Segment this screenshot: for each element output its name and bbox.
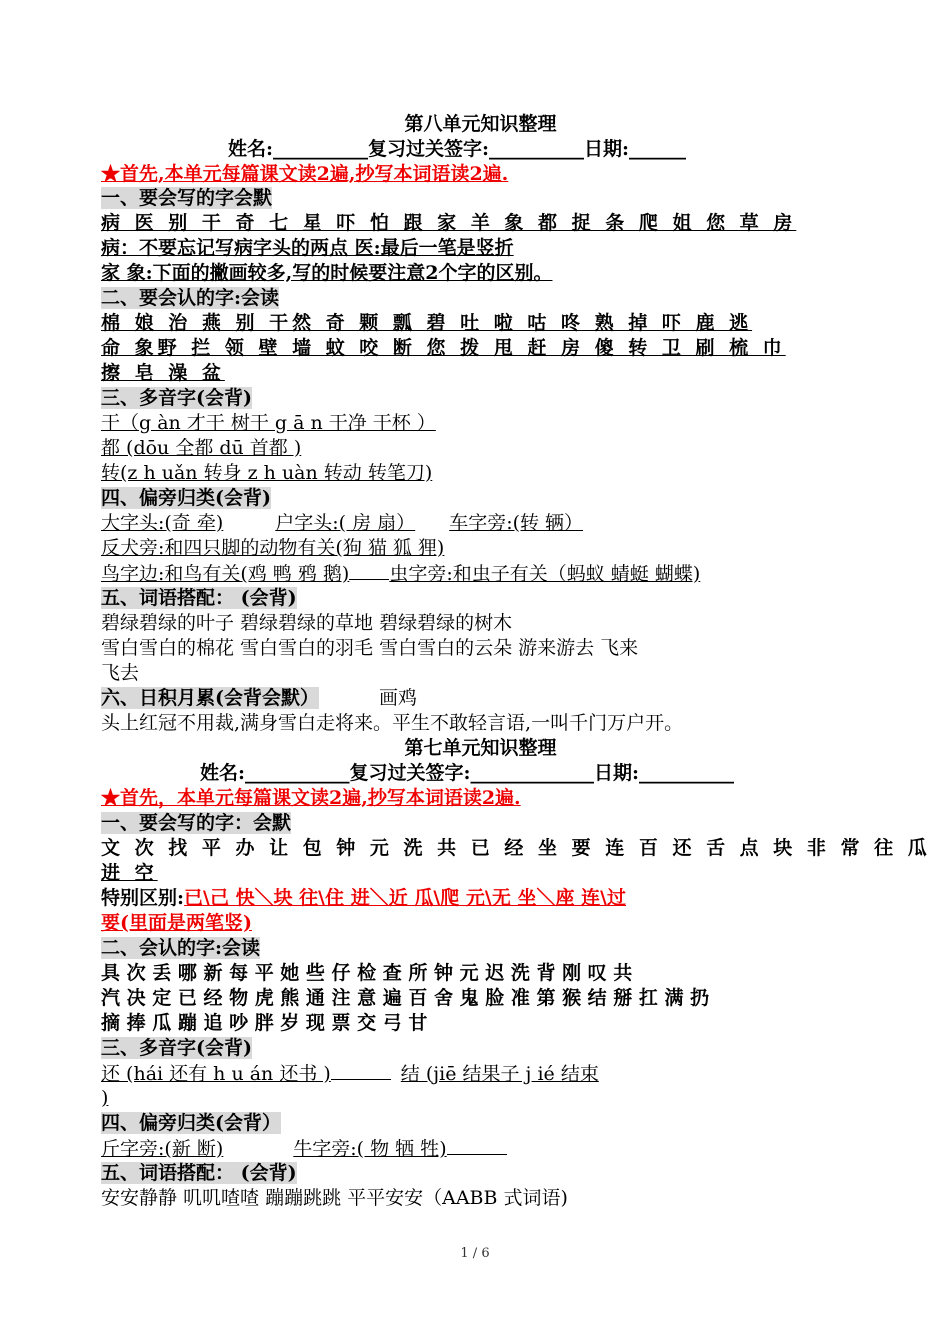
unit8-read-chars-2: 命 象野 拦 领 壁 墙 蚊 咬 断 您 拨 甩 赶 房 傻 转 卫 刷 梳 巾 <box>101 337 786 359</box>
unit8-polyphone-dou: 都 (dōu 全都 dū 首都 ) <box>101 437 302 459</box>
unit8-section1-heading: 一、要会写的字会默 <box>101 187 273 209</box>
unit8-title: 第八单元知识整理 <box>404 113 557 135</box>
unit8-polyphone-gan: 干（g àn 才干 树干 g ā n 干净 干杯 ） <box>101 412 436 434</box>
unit8-radical-da: 大字头:(奇 牵) <box>101 512 224 534</box>
unit8-read-chars-1: 棉 娘 治 燕 别 干然 奇 颗 瓢 碧 吐 啦 咕 咚 熟 掉 吓 鹿 逃 <box>101 312 753 334</box>
unit8-info-line: 姓名:__________复习过关签字:__________日期:______ <box>228 138 687 160</box>
unit7-polyphone-close: ) <box>101 1087 109 1109</box>
unit7-read-chars-3: 摘 捧 瓜 蹦 追 吵 胖 岁 现 票 交 弓 甘 <box>101 1012 428 1034</box>
unit7-radical-niu: 牛字旁:( 物 牺 牲) <box>293 1138 447 1160</box>
unit7-info-line: 姓名:___________复习过关签字:_____________日期:__________ <box>200 762 735 784</box>
unit8-radical-niao: 鸟字边:和鸟有关(鸡 鸭 鸦 鹅) <box>101 563 350 585</box>
unit7-write-chars-2: 进 空 <box>101 862 158 884</box>
unit8-phrases-3: 飞去 <box>101 662 140 684</box>
unit7-read-chars-2: 汽 决 定 已 经 物 虎 熊 通 注 意 遍 百 舍 鬼 脸 准 第 猴 结 掰 扛 满 扔 <box>101 987 710 1009</box>
unit8-notice: ★首先,本单元每篇课文读2遍,抄写本词语读2遍. <box>101 163 509 185</box>
unit8-section6-heading: 六、日积月累(会背会默） <box>101 687 319 709</box>
unit7-section2-heading: 二、会认的字:会读 <box>101 937 261 959</box>
unit7-notice: ★首先，本单元每篇课文读2遍,抄写本词语读2遍. <box>101 787 521 809</box>
unit7-section1-heading: 一、要会写的字：会默 <box>101 812 292 834</box>
unit8-section5-heading: 五、词语搭配： (会背) <box>101 587 297 609</box>
page-number: 1 / 6 <box>460 1246 490 1261</box>
unit7-phrases-1: 安安静静 叽叽喳喳 蹦蹦跳跳 平平安安（AABB 式词语) <box>101 1187 568 1209</box>
unit8-section3-heading: 三、多音字(会背) <box>101 387 252 409</box>
unit7-read-chars-1: 具 次 丢 哪 新 每 平 她 些 仔 检 查 所 钟 元 迟 洗 背 刚 叹 共 <box>101 962 633 984</box>
unit8-radical-che: 车字旁:(转 辆） <box>449 512 584 534</box>
unit7-polyphone-jie: 结 (jiē 结果子 j ié 结束 <box>400 1063 599 1085</box>
unit7-diff-chars-2: 要(里面是两笔竖) <box>101 912 252 934</box>
unit8-note-bing-yi: 病：不要忘记写病字头的两点 医:最后一笔是竖折 <box>101 237 514 259</box>
unit8-poem-text: 头上红冠不用裁,满身雪白走将来。平生不敢轻言语,一叫千门万户开。 <box>101 712 684 734</box>
unit8-radical-hu: 户字头:( 房 扇） <box>275 512 416 534</box>
unit8-phrases-2: 雪白雪白的棉花 雪白雪白的羽毛 雪白雪白的云朵 游来游去 飞来 <box>101 637 639 659</box>
unit8-section4-heading: 四、偏旁归类(会背) <box>101 487 271 509</box>
unit8-section2-heading: 二、要会认的字:会读 <box>101 287 280 309</box>
unit7-section3-heading: 三、多音字(会背) <box>101 1037 252 1059</box>
unit7-diff-label: 特别区别: <box>101 887 185 909</box>
unit8-read-chars-3: 擦 皂 澡 盆 <box>101 362 225 384</box>
unit7-diff-chars: 已\己 快＼块 往\住 进＼近 瓜\爬 元\无 坐＼座 连\过 <box>184 887 627 909</box>
unit7-write-chars-1: 文 次 找 平 办 让 包 钟 元 洗 共 已 经 坐 要 连 百 还 舌 点 块 非 常 往 瓜 <box>101 837 931 859</box>
unit7-polyphone-huan: 还 (hái 还有 h u án 还书 ) <box>101 1063 331 1085</box>
unit8-note-jia-xiang: 家 象:下面的撇画较多,写的时候要注意2个字的区别。 <box>101 262 553 284</box>
unit7-title: 第七单元知识整理 <box>404 737 557 759</box>
unit8-polyphone-zhuan: 转(z h uǎn 转身 z h uàn 转动 转笔刀) <box>101 462 433 484</box>
unit8-phrases-1: 碧绿碧绿的叶子 碧绿碧绿的草地 碧绿碧绿的树木 <box>101 612 513 634</box>
unit7-radical-jin: 斤字旁:(新 断) <box>101 1138 224 1160</box>
unit8-write-chars: 病 医 别 干 奇 七 星 吓 怕 跟 家 羊 象 都 捉 条 爬 姐 您 草 房 <box>101 212 797 234</box>
unit8-poem-title: 画鸡 <box>379 687 418 709</box>
unit8-radical-quan: 反犬旁:和四只脚的动物有关(狗 猫 狐 狸) <box>101 537 445 559</box>
unit8-radical-chong: 虫字旁:和虫子有关（蚂蚁 蜻蜓 蝴蝶) <box>389 563 701 585</box>
unit7-section4-heading: 四、偏旁归类(会背） <box>101 1112 281 1134</box>
unit7-section5-heading: 五、词语搭配： (会背) <box>101 1162 297 1184</box>
